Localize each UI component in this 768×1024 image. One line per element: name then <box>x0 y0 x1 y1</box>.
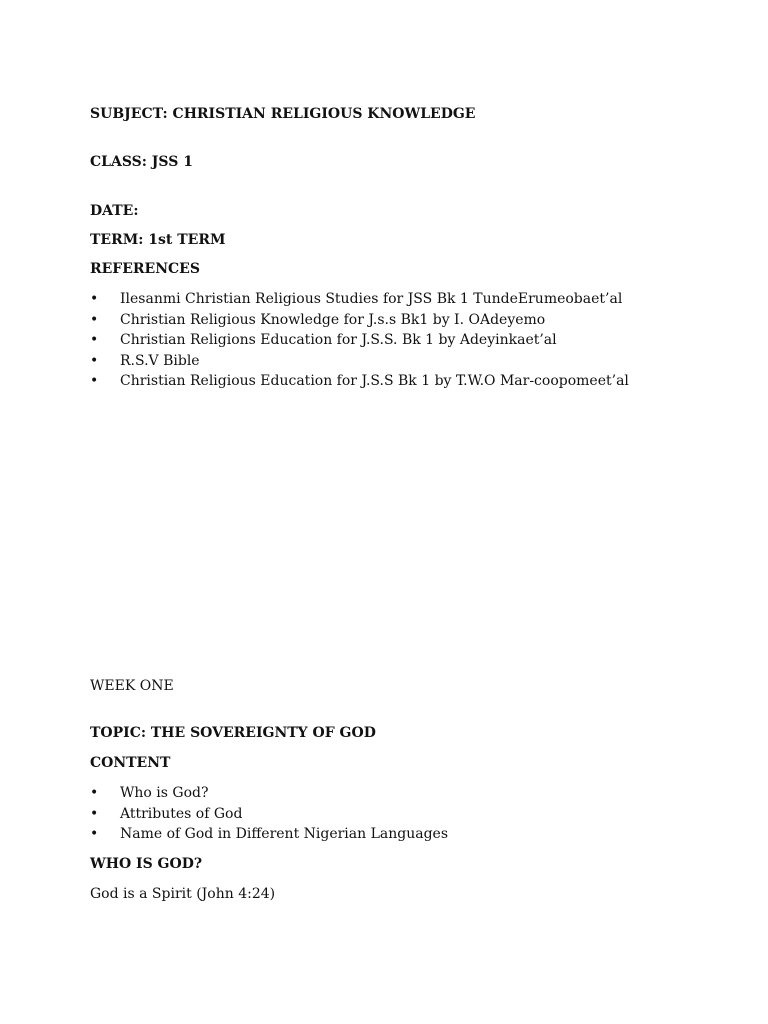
content-item: • Who is God? <box>90 783 448 804</box>
date-line: DATE: <box>90 203 139 219</box>
reference-item: • Christian Religious Knowledge for J.s.s Bk1 by I. OAdeyemo <box>90 310 629 331</box>
term-line: TERM: 1st TERM <box>90 232 226 248</box>
references-list <box>90 289 629 392</box>
reference-item: • R.S.V Bible <box>90 351 629 372</box>
who-is-god-heading: WHO IS GOD? <box>90 856 203 872</box>
week-label: WEEK ONE <box>90 678 174 694</box>
content-item: • Name of God in Different Nigerian Languages <box>90 824 448 845</box>
references-heading: REFERENCES <box>90 261 200 277</box>
content-item: • Attributes of God <box>90 804 448 825</box>
subject-line: SUBJECT: CHRISTIAN RELIGIOUS KNOWLEDGE <box>90 106 476 122</box>
reference-item: • Christian Religious Education for J.S.S Bk 1 by T.W.O Mar-coopomeet’al <box>90 371 629 392</box>
who-is-god-text: God is a Spirit (John 4:24) <box>90 886 276 902</box>
topic-line: TOPIC: THE SOVEREIGNTY OF GOD <box>90 725 376 741</box>
reference-item: • Ilesanmi Christian Religious Studies for JSS Bk 1 TundeErumeobaet’al <box>90 289 629 310</box>
class-line: CLASS: JSS 1 <box>90 154 193 170</box>
reference-item: • Christian Religions Education for J.S.S. Bk 1 by Adeyinkaet’al <box>90 330 629 351</box>
content-list <box>90 783 448 845</box>
content-heading: CONTENT <box>90 755 171 771</box>
